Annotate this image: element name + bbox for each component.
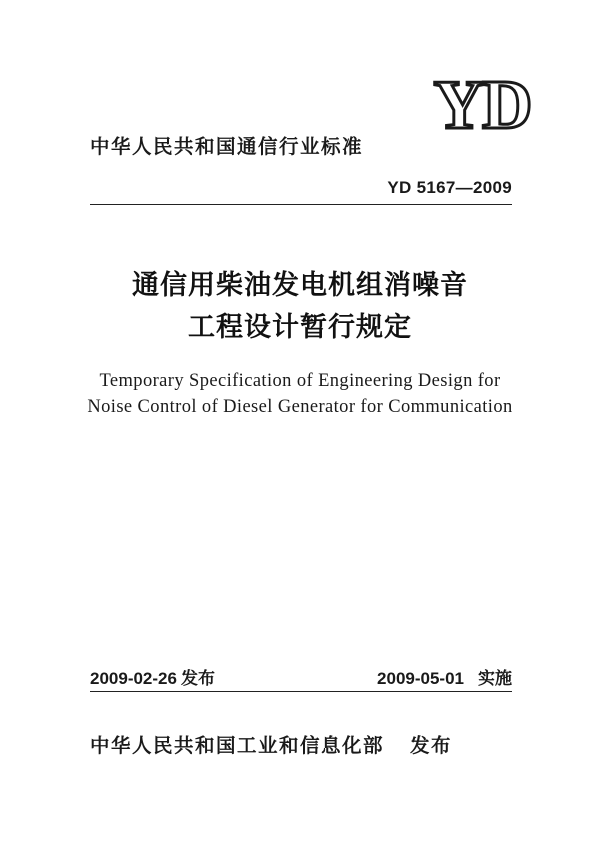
standard-number: YD 5167—2009	[387, 178, 512, 197]
title-en-line1: Temporary Specification of Engineering Design for	[99, 371, 501, 391]
top-divider	[90, 204, 512, 205]
publish-label: 发布	[410, 734, 453, 757]
implement-label: 实施	[478, 669, 512, 689]
implement-date-block	[377, 664, 512, 689]
title-cn-line2: 工程设计暂行规定	[188, 312, 412, 343]
issue-date-block	[90, 664, 215, 689]
bottom-divider	[90, 691, 512, 692]
issue-date: 2009-02-26	[90, 669, 177, 688]
standard-label: 中华人民共和国通信行业标准	[90, 135, 364, 158]
title-cn-line1: 通信用柴油发电机组消噪音	[132, 270, 468, 301]
publisher-line	[90, 730, 452, 758]
publisher-name: 中华人民共和国工业和信息化部	[90, 734, 385, 757]
logo-text: YD	[433, 68, 531, 138]
title-en-line2: Noise Control of Diesel Generator for Communication	[87, 397, 513, 417]
yd-logo	[426, 68, 538, 138]
implement-date: 2009-05-01	[377, 669, 464, 688]
issue-label: 发布	[180, 669, 215, 689]
